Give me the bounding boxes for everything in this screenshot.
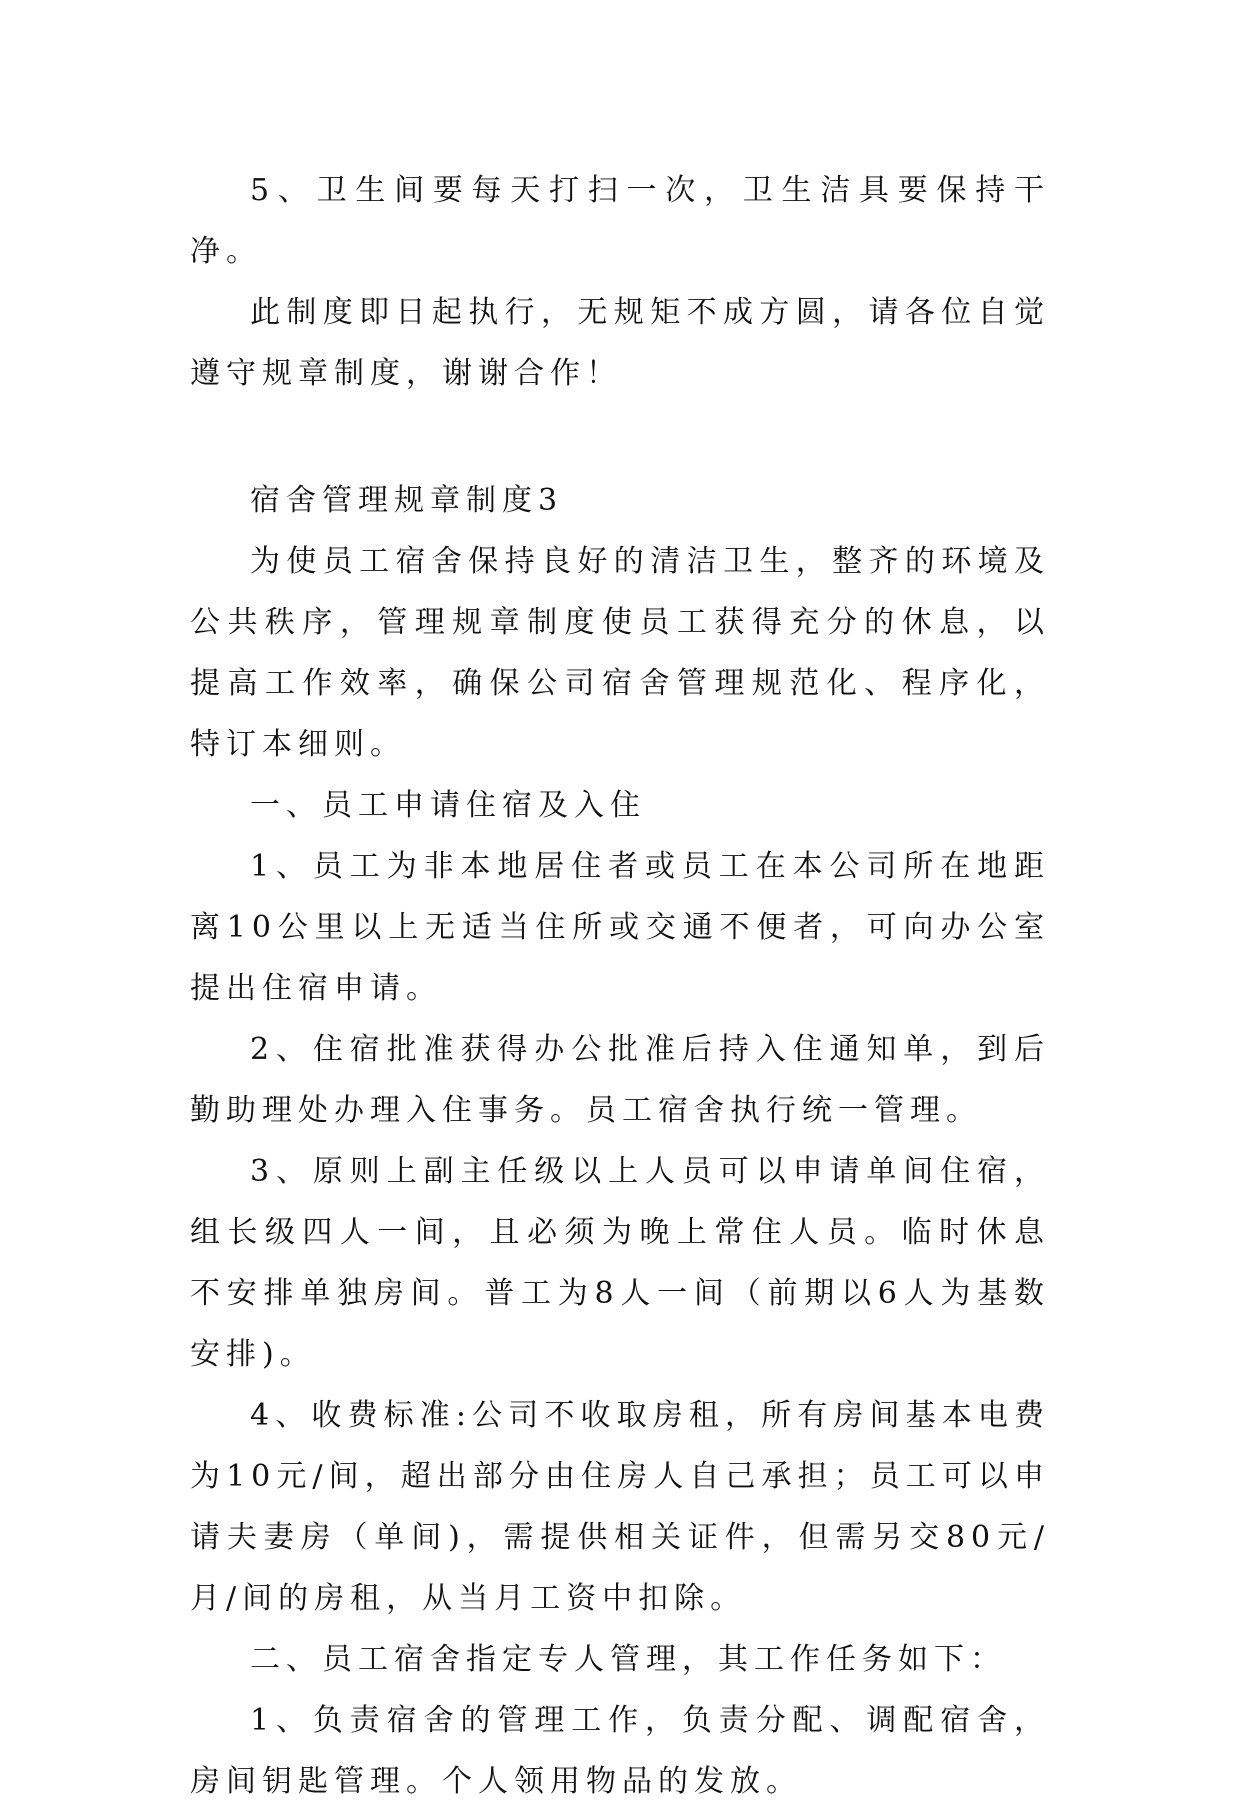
section-gap [190,404,1050,470]
paragraph-toilet-cleaning: 5、卫生间要每天打扫一次，卫生洁具要保持干净。 [190,173,1050,269]
paragraph-rule-1: 1、员工为非本地居住者或员工在本公司所在地距离10公里以上无适当住所或交通不便者，可向办公室提出住宿申请。 [190,849,1050,1006]
paragraph-rule-2: 2、住宿批准获得办公批准后持入住通知单，到后勤助理处办理入住事务。员工宿舍执行统一管理。 [190,1032,1050,1128]
paragraph-closing-note: 此制度即日起执行，无规矩不成方圆，请各位自觉遵守规章制度，谢谢合作！ [190,295,1050,391]
paragraph-rule-3: 3、原则上副主任级以上人员可以申请单间住宿，组长级四人一间，且必须为晚上常住人员。临时休息不安排单独房间。普工为8人一间（前期以6人为基数安排)。 [190,1154,1050,1372]
paragraph-purpose: 为使员工宿舍保持良好的清洁卫生，整齐的环境及公共秩序，管理规章制度使员工获得充分的休息，以提高工作效率，确保公司宿舍管理规范化、程序化，特订本细则。 [190,544,1050,762]
document-body [190,160,1050,1812]
paragraph-rule-4: 4、收费标准:公司不收取房租，所有房间基本电费为10元/间，超出部分由住房人自己承担；员工可以申请夫妻房（单间)，需提供相关证件，但需另交80元/月/间的房租，从当月工资中扣除。 [190,1398,1050,1616]
subheading-management: 二、员工宿舍指定专人管理，其工作任务如下： [250,1642,1006,1677]
paragraph-management-1: 1、负责宿舍的管理工作，负责分配、调配宿舍，房间钥匙管理。个人领用物品的发放。 [190,1703,1050,1799]
subheading-application: 一、员工申请住宿及入住 [250,788,646,823]
section-heading: 宿舍管理规章制度3 [250,483,564,518]
